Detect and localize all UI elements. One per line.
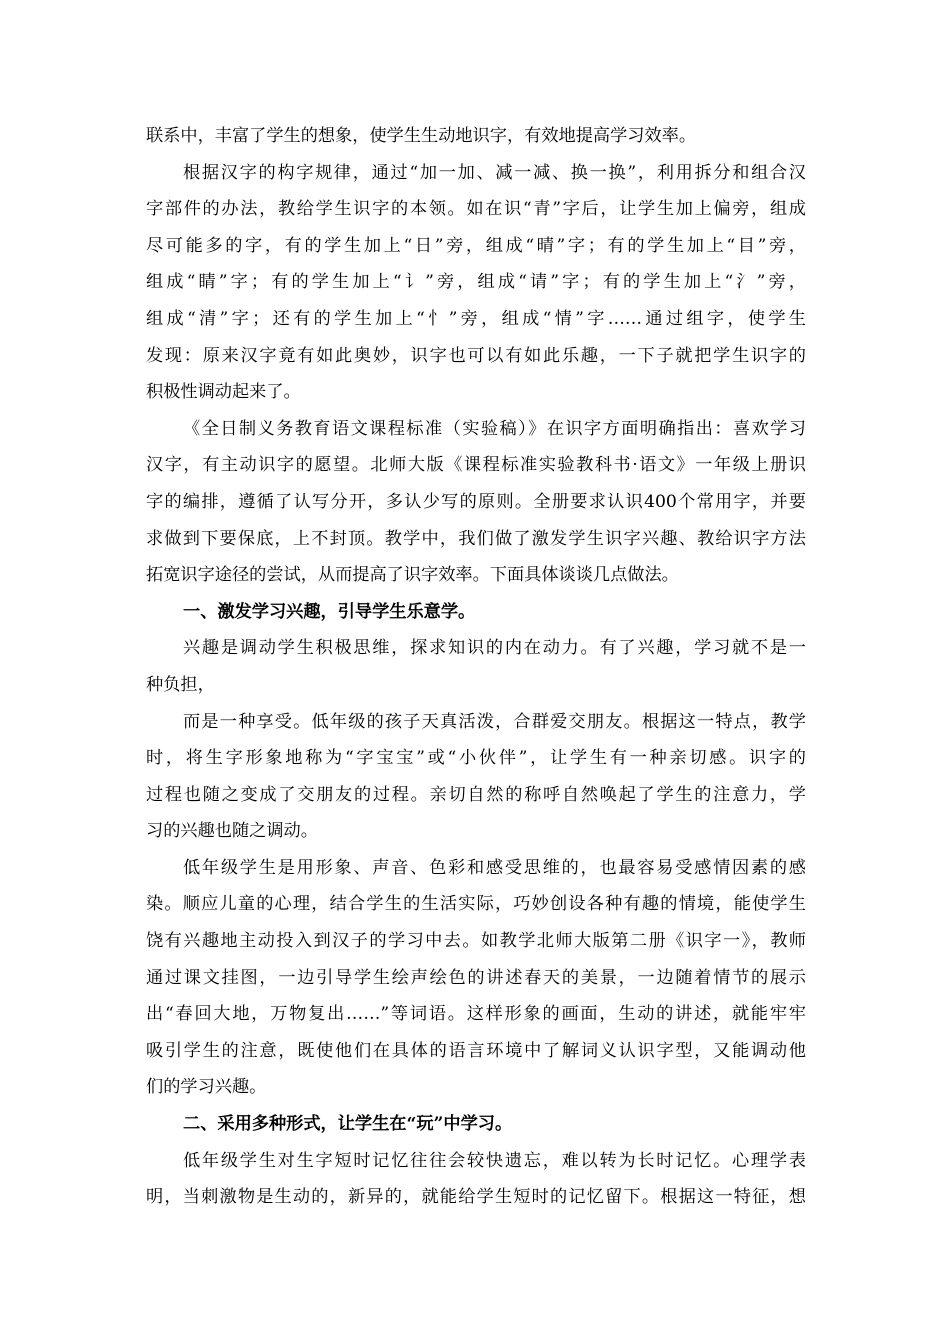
text-line: 习的兴趣也随之调动。 (146, 821, 318, 842)
text-line: 饶有兴趣地主动投入到汉子的学习中去。如教学北师大版第二册《识字一》，教师 (146, 931, 806, 952)
paragraph-start-line: 而是一种享受。低年级的孩子天真活泼，合群爱交朋友。根据这一特点，教学 (183, 711, 806, 732)
text-line: 们的学习兴趣。 (146, 1077, 267, 1098)
paragraph-start-line: 低年级学生对生字短时记忆往往会较快遗忘，难以转为长时记忆。心理学表 (183, 1150, 806, 1171)
text-line: 联系中，丰富了学生的想象，使学生生动地识字，有效地提高学习效率。 (146, 126, 697, 146)
section-heading: 一、激发学习兴趣，引导学生乐意学。 (183, 601, 476, 622)
text-line: 出“春回大地，万物复出……”等词语。这样形象的画面，生动的讲述，就能牢牢 (146, 1004, 806, 1025)
text-line: 时，将生字形象地称为“字宝宝”或“小伙伴”，让学生有一种亲切感。识字的 (146, 748, 806, 769)
paragraph-start-line: 低年级学生是用形象、声音、色彩和感受思维的，也最容易受感情因素的感 (183, 857, 806, 878)
text-line: 吸引学生的注意，既使他们在具体的语言环境中了解词义认识字型，又能调动他 (146, 1040, 806, 1061)
text-line: 字部件的办法，教给学生识字的本领。如在识“青”字后，让学生加上偏旁，组成 (146, 199, 806, 220)
section-heading: 二、采用多种形式，让学生在“玩”中学习。 (183, 1114, 513, 1135)
text-line: 组成“清”字；还有的学生加上“忄”旁，组成“情”字……通过组字，使学生 (146, 308, 806, 329)
text-line: 过程也随之变成了交朋友的过程。亲切自然的称呼自然唤起了学生的注意力，学 (146, 784, 806, 805)
text-line: 种负担， (146, 674, 215, 695)
text-line: 拓宽识字途径的尝试，从而提高了识字效率。下面具体谈谈几点做法。 (146, 565, 679, 586)
text-line: 组成“睛”字；有的学生加上“讠”旁，组成“请”字；有的学生加上“氵”旁， (146, 272, 806, 293)
text-line: 染。顺应儿童的心理，结合学生的生活实际，巧妙创设各种有趣的情境，能使学生 (146, 894, 806, 915)
paragraph-start-line: 兴趣是调动学生积极思维，探求知识的内在动力。有了兴趣，学习就不是一 (183, 638, 806, 659)
text-line: 明，当刺激物是生动的，新异的，就能给学生短时的记忆留下。根据这一特征，想 (146, 1187, 806, 1208)
text-line: 字的编排，遵循了认写分开，多认少写的原则。全册要求认识400个常用字，并要 (146, 491, 806, 512)
text-line: 尽可能多的字，有的学生加上“日”旁，组成“晴”字；有的学生加上“目”旁， (146, 235, 806, 256)
text-line: 通过课文挂图，一边引导学生绘声绘色的讲述春天的美景，一边随着情节的展示 (146, 967, 806, 988)
paragraph-start-line: 根据汉字的构字规律，通过“加一加、减一减、换一换”，利用拆分和组合汉 (183, 162, 806, 183)
text-line: 求做到下要保底，上不封顶。教学中，我们做了激发学生识字兴趣、教给识字方法 (146, 528, 806, 549)
text-line: 发现：原来汉字竟有如此奥妙，识字也可以有如此乐趣，一下子就把学生识字的 (146, 345, 806, 366)
document-page (146, 118, 806, 1216)
paragraph-start-line: 《全日制义务教育语文课程标准（实验稿）》在识字方面明确指出：喜欢学习 (183, 418, 806, 439)
text-line: 积极性调动起来了。 (146, 382, 301, 403)
text-line: 汉字，有主动识字的愿望。北师大版《课程标准实验教科书·语文》一年级上册识 (146, 455, 806, 476)
